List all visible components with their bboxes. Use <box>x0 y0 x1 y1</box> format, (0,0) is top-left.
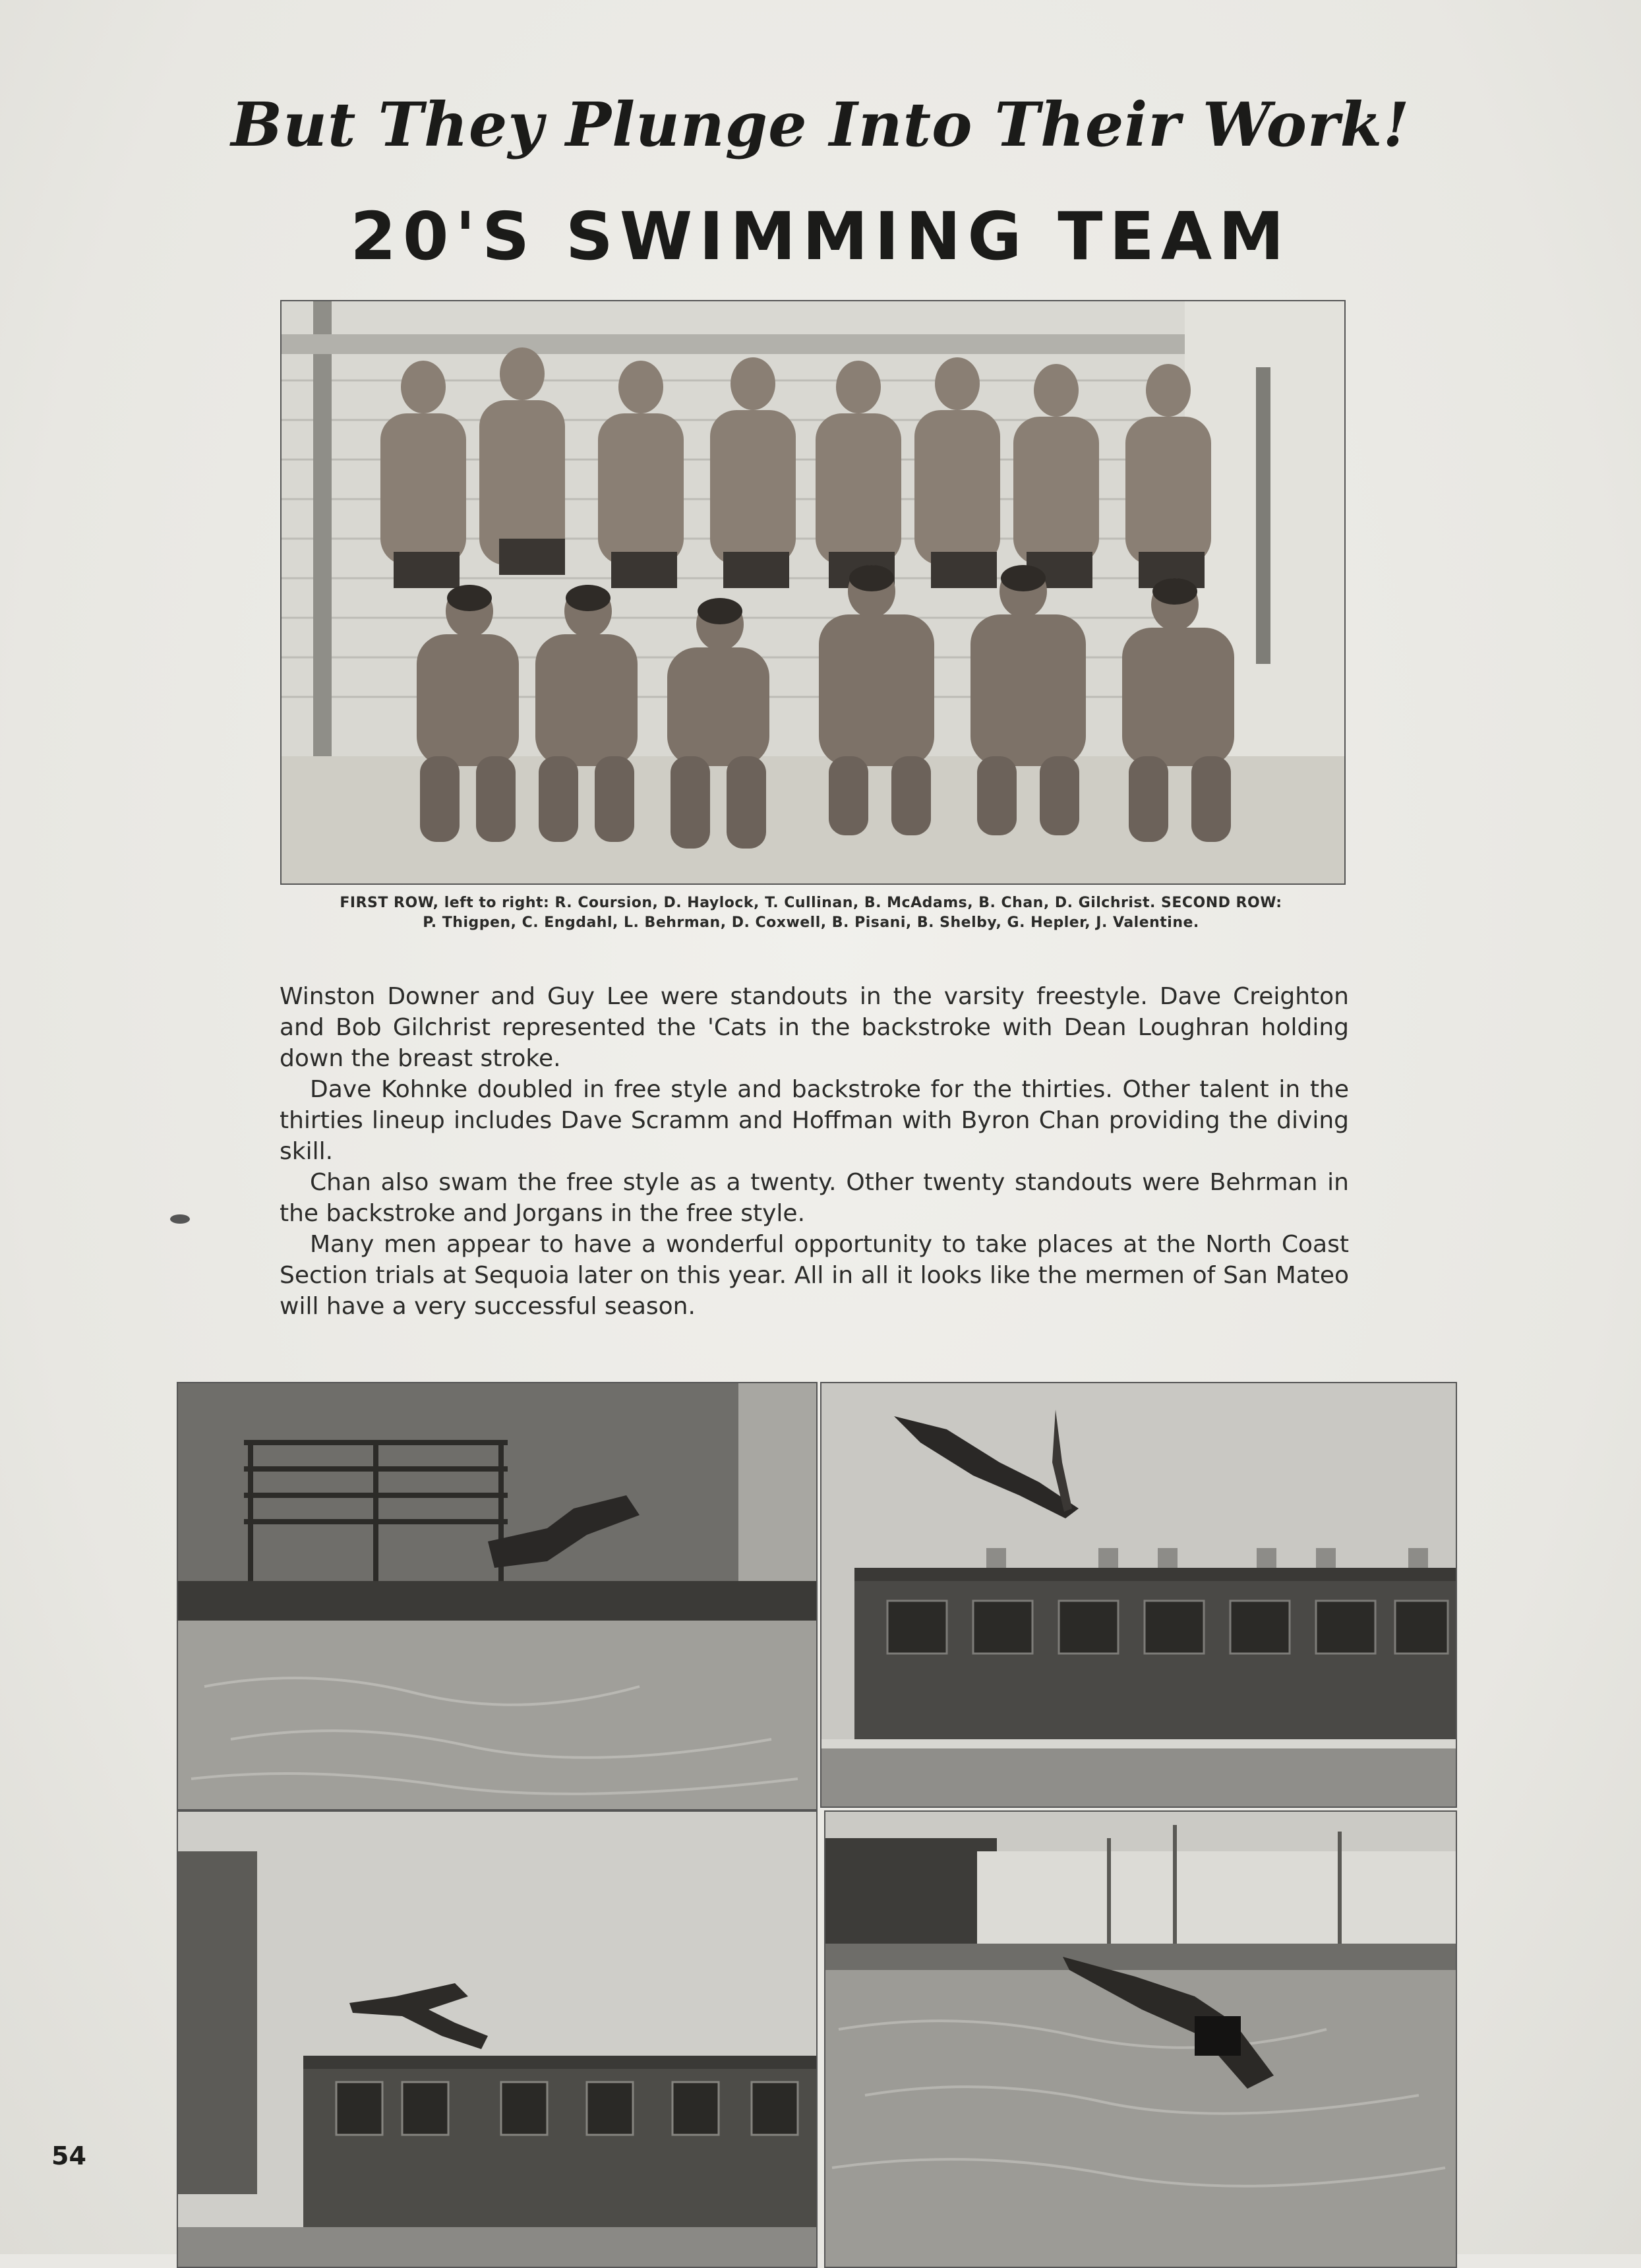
article-paragraph: Chan also swam the free style as a twenty. Other twenty standouts were Behrman in the backstroke and Jorgans in the free style. <box>280 1169 1349 1227</box>
team-photo-illustration <box>282 301 1344 883</box>
photo-diver-over-building-illustration <box>821 1383 1456 1806</box>
photo-pool-bleachers <box>177 1382 818 1810</box>
article-paragraph: Many men appear to have a wonderful opportunity to take places at the North Coast Section trials at Sequoia later on this year. All in all it looks like the mermen of San Mateo will have a very successful season. <box>280 1231 1349 1320</box>
article-body <box>280 981 1349 1322</box>
photo-diver-mid-air <box>177 1810 818 2268</box>
page-title: 20'S SWIMMING TEAM <box>350 198 1291 275</box>
caption-line-2: P. Thigpen, C. Engdahl, L. Behrman, D. Coxwell, B. Pisani, B. Shelby, G. Hepler, J. Valentine. <box>423 914 1199 931</box>
team-photo-caption <box>264 893 1358 933</box>
team-photo <box>280 300 1346 885</box>
photo-diver-over-building <box>820 1382 1457 1808</box>
page-number: 54 <box>51 2141 86 2170</box>
photo-swimmer-backstroke-illustration <box>825 1812 1456 2267</box>
print-speck <box>170 1214 190 1224</box>
article-paragraph: Dave Kohnke doubled in free style and backstroke for the thirties. Other talent in the thirties lineup includes Dave Scramm and Hoffman with Byron Chan providing the diving skill. <box>280 1076 1349 1165</box>
photo-diver-mid-air-illustration <box>178 1812 816 2267</box>
photo-swimmer-backstroke <box>824 1810 1457 2268</box>
photo-pool-bleachers-illustration <box>178 1383 816 1809</box>
article-paragraph: Winston Downer and Guy Lee were standouts in the varsity freestyle. Dave Creighton and Bob Gilchrist represented the 'Cats in the backstroke with Dean Loughran holding down the breast stroke. <box>280 983 1349 1072</box>
caption-line-1: FIRST ROW, left to right: R. Coursion, D. Haylock, T. Cullinan, B. McAdams, B. Chan, D. Gilchrist. SECOND ROW: <box>340 895 1282 911</box>
script-headline: But They Plunge Into Their Work! <box>231 89 1410 160</box>
